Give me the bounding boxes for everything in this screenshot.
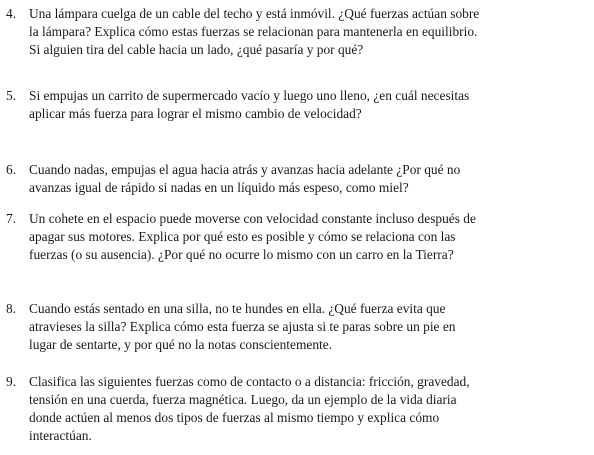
question-number: 6. [6, 162, 17, 177]
question-text [29, 87, 587, 123]
question-line: donde actúen al menos dos tipos de fuerzas al mismo tiempo y explica cómo [29, 410, 440, 425]
question-number: 8. [6, 301, 17, 316]
question-number: 5. [6, 88, 17, 103]
question-text [29, 161, 587, 197]
question-line: la lámpara? Explica cómo estas fuerzas se relacionan para mantenerla en equilibrio. [29, 24, 478, 39]
question-line: interactúan. [29, 428, 92, 443]
question-line: Cuando estás sentado en una silla, no te hundes en ella. ¿Qué fuerza evita que [29, 301, 446, 316]
question-line: apagar sus motores. Explica por qué esto es posible y cómo se relaciona con las [29, 229, 456, 244]
question-text [29, 5, 587, 59]
question-line: avanzas igual de rápido si nadas en un líquido más espeso, como miel? [29, 180, 409, 195]
question-line: Clasifica las siguientes fuerzas como de contacto o a distancia: fricción, gravedad, [29, 374, 470, 389]
question-number: 7. [6, 211, 17, 226]
question-line: Un cohete en el espacio puede moverse con velocidad constante incluso después de [29, 211, 476, 226]
question-line: atravieses la silla? Explica cómo esta fuerza se ajusta si te paras sobre un pie en [29, 319, 456, 334]
question-line: Cuando nadas, empujas el agua hacia atrás y avanzas hacia adelante ¿Por qué no [29, 162, 461, 177]
question-number: 9. [6, 374, 17, 389]
question-line: lugar de sentarte, y por qué no la notas conscientemente. [29, 337, 333, 352]
question-line: Si empujas un carrito de supermercado vacío y luego uno lleno, ¿en cuál necesitas [29, 88, 470, 103]
question-line: Si alguien tira del cable hacia un lado, ¿qué pasaría y por qué? [29, 42, 364, 57]
question-text [29, 373, 587, 445]
question-number: 4. [6, 6, 17, 21]
question-line: tensión en una cuerda, fuerza magnética. Luego, da un ejemplo de la vida diaria [29, 392, 457, 407]
question-text [29, 300, 587, 354]
question-line: aplicar más fuerza para lograr el mismo cambio de velocidad? [29, 106, 362, 121]
question-text [29, 210, 587, 264]
question-line: Una lámpara cuelga de un cable del techo y está inmóvil. ¿Qué fuerzas actúan sobre [29, 6, 480, 21]
question-line: fuerzas (o su ausencia). ¿Por qué no ocurre lo mismo con un carro en la Tierra? [29, 247, 454, 262]
